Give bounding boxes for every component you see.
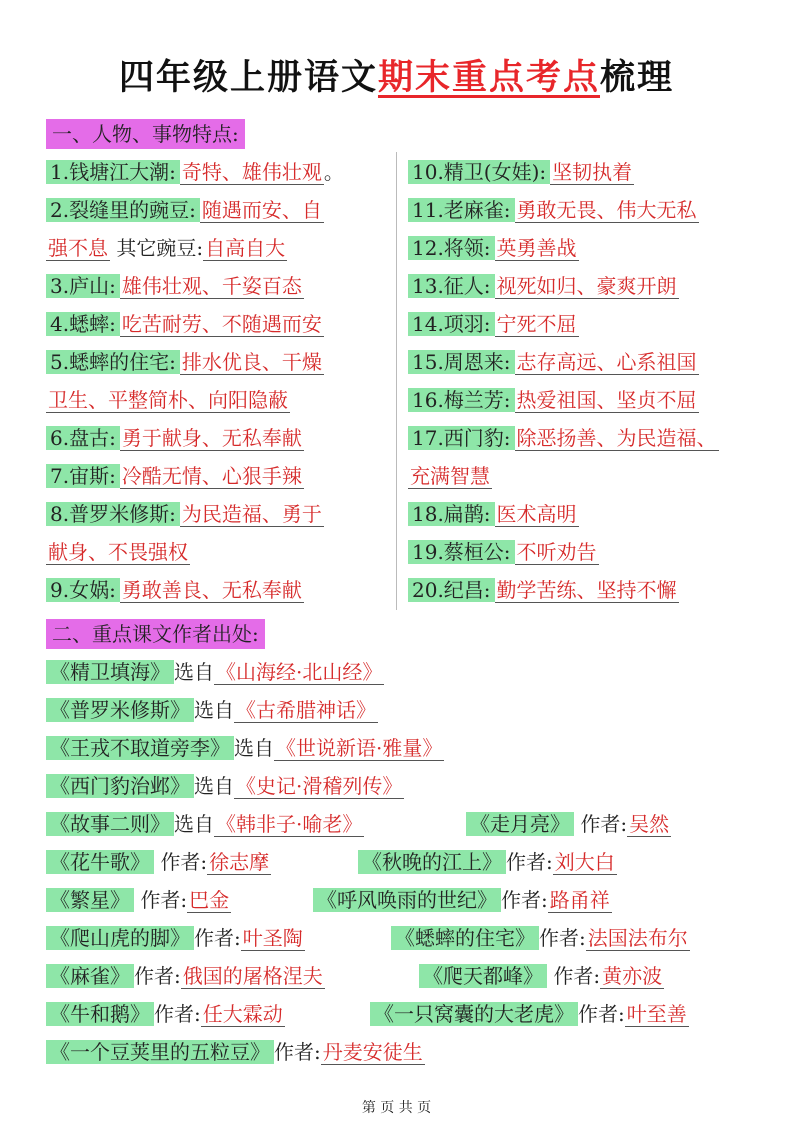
list-item: 9.女娲: 勇敢善良、无私奉献 bbox=[46, 574, 304, 606]
list-item: 19.蔡桓公: 不听劝告 bbox=[408, 536, 599, 568]
page-title bbox=[0, 50, 793, 100]
section-heading-2: 二、重点课文作者出处: bbox=[46, 619, 265, 649]
list-item: 《普罗米修斯》 选自 《古希腊神话》 bbox=[46, 694, 378, 726]
list-item: 《繁星》 作者: 巴金 bbox=[46, 884, 231, 916]
list-item: 《爬天都峰》 作者: 黄亦波 bbox=[419, 960, 664, 992]
list-item: 强不息 其它豌豆: 自高自大 bbox=[48, 236, 286, 260]
list-item: 《西门豹治邺》 选自 《史记·滑稽列传》 bbox=[46, 770, 404, 802]
list-item: 4.蟋蟀: 吃苦耐劳、不随遇而安 bbox=[46, 308, 324, 340]
list-item: 《麻雀》 作者: 俄国的屠格涅夫 bbox=[46, 960, 325, 992]
list-item: 17.西门豹: 除恶扬善、为民造福、 bbox=[408, 422, 719, 454]
title-part-1: 四年级上册语文 bbox=[118, 58, 378, 98]
list-item: 6.盘古: 勇于献身、无私奉献 bbox=[46, 422, 304, 454]
list-item: 18.扁鹊: 医术高明 bbox=[408, 498, 579, 530]
section-heading-1: 一、人物、事物特点: bbox=[46, 119, 245, 149]
list-item: 1.钱塘江大潮: 奇特、雄伟壮观 。 bbox=[46, 156, 344, 188]
list-item: 《花牛歌》 作者: 徐志摩 bbox=[46, 846, 271, 878]
list-item: 7.宙斯: 冷酷无情、心狠手辣 bbox=[46, 460, 304, 492]
list-item: 2.裂缝里的豌豆: 随遇而安、自 bbox=[46, 194, 324, 226]
list-item: 20.纪昌: 勤学苦练、坚持不懈 bbox=[408, 574, 679, 606]
list-item: 《呼风唤雨的世纪》 作者: 路甬祥 bbox=[313, 884, 612, 916]
list-item: 《秋晚的江上》 作者: 刘大白 bbox=[358, 846, 617, 878]
list-item: 《一只窝囊的大老虎》 作者: 叶至善 bbox=[370, 998, 689, 1030]
list-item: 《王戎不取道旁李》 选自 《世说新语·雅量》 bbox=[46, 732, 444, 764]
list-item: 《精卫填海》 选自 《山海经·北山经》 bbox=[46, 656, 384, 688]
title-highlight: 期末重点考点 bbox=[377, 58, 600, 98]
list-item: 15.周恩来: 志存高远、心系祖国 bbox=[408, 346, 699, 378]
title-part-2: 梳理 bbox=[600, 58, 675, 98]
list-item: 献身、不畏强权 bbox=[48, 540, 188, 564]
list-item: 12.将领: 英勇善战 bbox=[408, 232, 579, 264]
list-item: 11.老麻雀: 勇敢无畏、伟大无私 bbox=[408, 194, 699, 226]
list-item: 16.梅兰芳: 热爱祖国、坚贞不屈 bbox=[408, 384, 699, 416]
list-item: 卫生、平整简朴、向阳隐蔽 bbox=[48, 388, 288, 412]
list-item: 8.普罗米修斯: 为民造福、勇于 bbox=[46, 498, 324, 530]
list-item: 《走月亮》 作者: 吴然 bbox=[466, 808, 671, 840]
list-item: 13.征人: 视死如归、豪爽开朗 bbox=[408, 270, 679, 302]
column-divider bbox=[396, 152, 397, 610]
list-item: 充满智慧 bbox=[410, 464, 490, 488]
list-item: 5.蟋蟀的住宅: 排水优良、干燥 bbox=[46, 346, 324, 378]
list-item: 14.项羽: 宁死不屈 bbox=[408, 308, 579, 340]
list-item: 3.庐山: 雄伟壮观、千姿百态 bbox=[46, 270, 304, 302]
list-item: 《爬山虎的脚》 作者: 叶圣陶 bbox=[46, 922, 305, 954]
list-item: 《一个豆荚里的五粒豆》 作者: 丹麦安徒生 bbox=[46, 1036, 425, 1068]
page-footer: 第 页 共 页 bbox=[361, 1100, 432, 1116]
list-item: 《牛和鹅》 作者: 任大霖动 bbox=[46, 998, 285, 1030]
list-item: 10.精卫(女娃): 坚韧执着 bbox=[408, 156, 634, 188]
list-item: 《蟋蟀的住宅》 作者: 法国法布尔 bbox=[391, 922, 690, 954]
list-item: 《故事二则》 选自 《韩非子·喻老》 bbox=[46, 808, 364, 840]
